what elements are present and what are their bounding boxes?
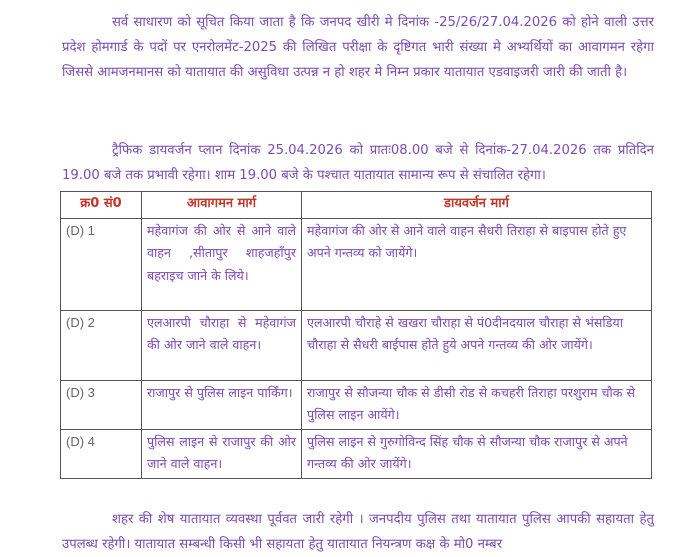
route-cell: एलआरपी चौराहा से महेवागंज की ओर जाने वाले वाहन।	[142, 310, 302, 380]
table-row	[61, 310, 652, 380]
route-cell: महेवागंज की ओर से आने वाले वाहन ,सीतापुर शाहजहाँपुर बहराइच जाने के लिये।	[142, 218, 302, 310]
table-header-row	[61, 192, 652, 219]
plan-text: ट्रैफिक डायवर्जन प्लान दिनांक 25.04.2026 को प्रातः08.00 बजे से दिनांक-27.04.2026 तक प्रतिदिन 19.00 बजे तक प्रभावी रहेगा। शाम 19.00 बजे के पश्चात यातायात सामान्य रूप से संचालित रहेगा।	[62, 143, 654, 183]
plan-paragraph	[62, 138, 654, 188]
table-row	[61, 380, 652, 429]
table-row	[61, 218, 652, 310]
route-cell: पुलिस लाइन से राजापुर की ओर जाने वाले वाहन।	[142, 429, 302, 478]
serial-cell: (D) 1	[61, 218, 142, 310]
header-diversion: डायवर्जन मार्ग	[302, 192, 652, 219]
intro-paragraph	[62, 10, 654, 85]
header-serial: क्र0 सं0	[61, 192, 142, 219]
diversion-cell: पुलिस लाइन से गुरुगोविन्द सिंह चौक से सौजन्या चौक राजापुर से अपने गन्तव्य की ओर जायेंगे।	[302, 429, 652, 478]
closing-text: शहर की शेष यातायात व्यवस्था पूर्ववत जारी रहेगी । जनपदीय पुलिस तथा यातायात पुलिस आपकी सहायता हेतु उपलब्ध रहेगी। यातायात सम्बन्धी किसी भी सहायता हेतु यातायात नियन्त्रण कक्ष के मो0 नम्बर	[62, 512, 654, 552]
intro-text: सर्व साधारण को सूचित किया जाता है कि जनपद खीरी मे दिनांक -25/26/27.04.2026 को होने वाली उत्तर प्रदेश होमगार्ड के पदों पर एनरोलमेंट-2025 की लिखित परीक्षा के दृष्टिगत भारी संख्या मे अभ्यर्थियों का आवागमन रहेगा जिससे आमजनमानस को यातायात की असुविधा उत्पन्न न हो शहर मे निम्न प्रकार यातायात एडवाइजरी जारी की जाती है।	[62, 15, 654, 80]
header-route: आवागमन मार्ग	[142, 192, 302, 219]
serial-cell: (D) 2	[61, 310, 142, 380]
table-row	[61, 429, 652, 478]
serial-cell: (D) 3	[61, 380, 142, 429]
diversion-table	[60, 191, 652, 479]
diversion-cell: महेवागंज की ओर से आने वाले वाहन सैधरी तिराहा से बाइपास होते हुए अपने गन्तव्य को जायेंगे।	[302, 218, 652, 310]
serial-cell: (D) 4	[61, 429, 142, 478]
diversion-cell: एलआरपी चौराहे से खखरा चौराहा से पं0दीनदयाल चौराहा से भंसडिया चौराहा से सैधरी बाईपास होते हुये अपने गन्तव्य की ओर जायेंगे।	[302, 310, 652, 380]
diversion-cell: राजापुर से सौजन्या चौक से डीसी रोड से कचहरी तिराहा परशुराम चौक से पुलिस लाइन आयेंगे।	[302, 380, 652, 429]
closing-paragraph	[62, 507, 654, 557]
route-cell: राजापुर से पुलिस लाइन पार्किंग।	[142, 380, 302, 429]
